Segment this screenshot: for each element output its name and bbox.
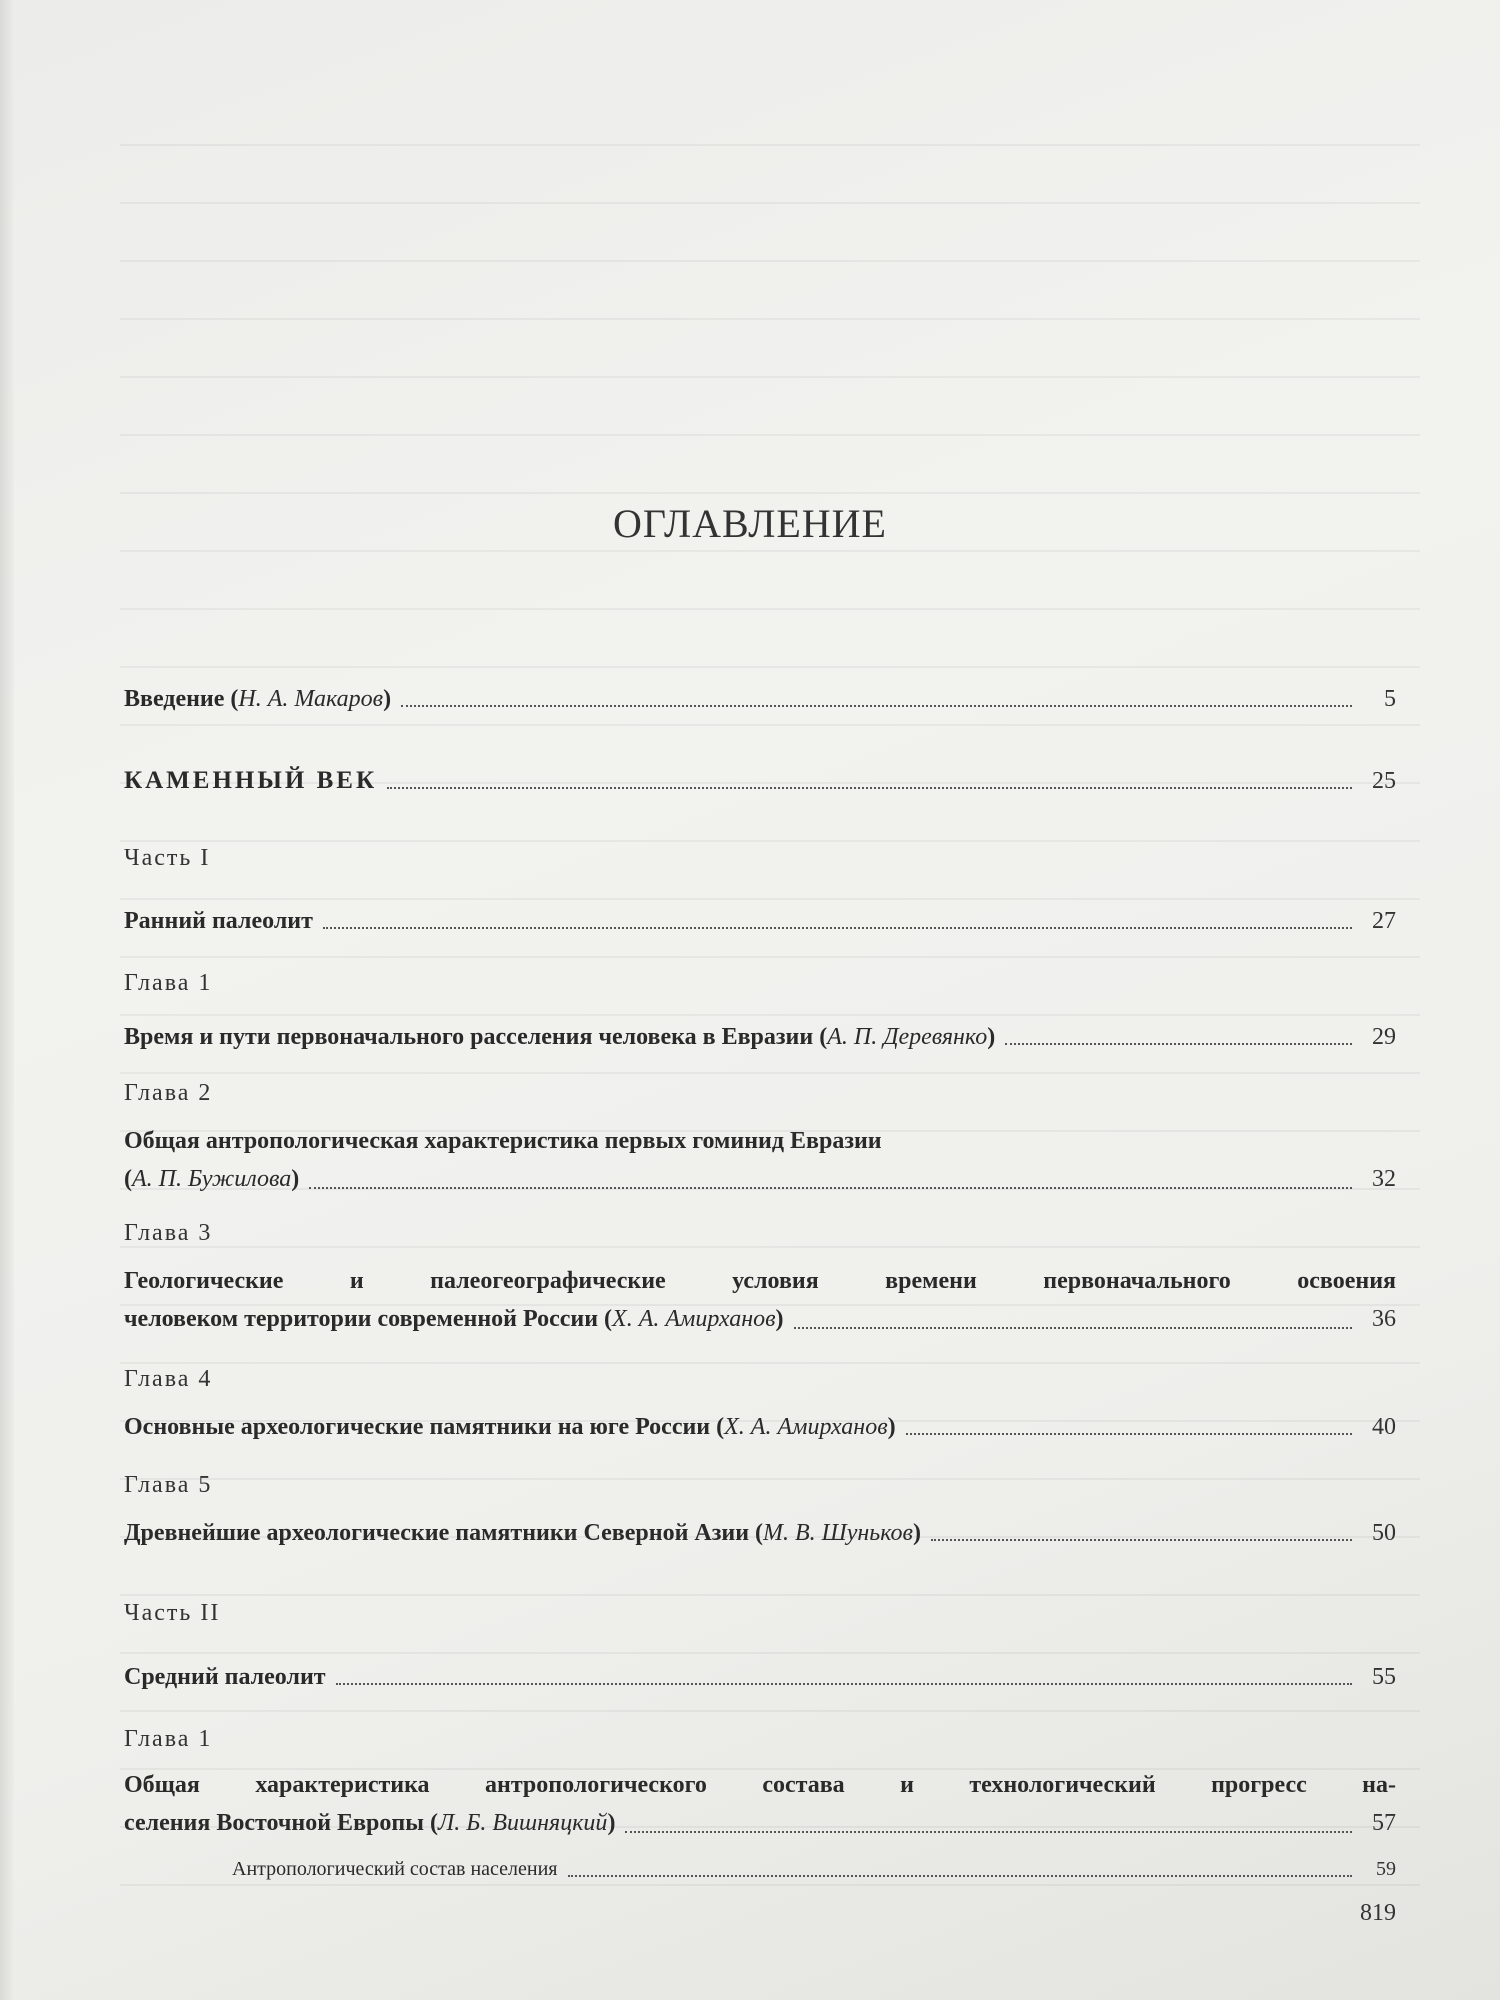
page-number: 59 (1376, 1858, 1396, 1880)
entry-title: Антропологический состав населения (232, 1858, 558, 1880)
toc-entry-stone-age[interactable] (124, 764, 1396, 798)
entry-title: Время и пути первоначального расселения человека в Евразии (124, 1024, 814, 1050)
entry-title: Средний палеолит (124, 1664, 326, 1690)
leader-dots (1005, 1043, 1352, 1045)
entry-title-line1: Общая характеристика антропологического состава и технологический прогресс на- (124, 1772, 1396, 1798)
page-number: 29 (1372, 1024, 1396, 1050)
page-number: 55 (1372, 1664, 1396, 1690)
toc-entry-part1[interactable] (124, 904, 1396, 938)
toc-entry-p1c5[interactable]: Древнейшие археологические памятники Северной Азии (М. В. Шуньков) 50 (124, 1516, 1396, 1550)
entry-title: Ранний палеолит (124, 908, 313, 934)
entry-title: Введение (124, 686, 225, 712)
entry-author: Н. А. Макаров (238, 686, 384, 712)
entry-author: Л. Б. Вишняцкий (437, 1810, 608, 1836)
entry-author: Х. А. Амирханов (724, 1414, 888, 1440)
page-number: 5 (1384, 686, 1396, 712)
toc-entry-p1c1[interactable]: Время и пути первоначального расселения человека в Евразии (А. П. Деревянко) 29 (124, 1020, 1396, 1054)
page-number: 50 (1372, 1520, 1396, 1546)
page-number: 40 (1372, 1414, 1396, 1440)
leader-dots (336, 1683, 1352, 1685)
leader-dots (401, 705, 1352, 707)
leader-dots (387, 787, 1352, 789)
entry-author: А. П. Деревянко (827, 1024, 988, 1050)
chapter-label: Глава 3 (124, 1220, 213, 1246)
page-folio: 819 (1360, 1900, 1396, 1926)
chapter-label: Глава 4 (124, 1366, 213, 1392)
page-number: 57 (1372, 1810, 1396, 1836)
chapter-label: Глава 5 (124, 1472, 213, 1498)
page-number: 32 (1372, 1166, 1396, 1192)
toc-entry-p1c4[interactable]: Основные археологические памятники на юге России (Х. А. Амирханов) 40 (124, 1410, 1396, 1444)
part-label: Часть II (124, 1600, 221, 1626)
toc-title: ОГЛАВЛЕНИЕ (613, 501, 887, 546)
chapter-label: Глава 1 (124, 1726, 213, 1752)
toc-subentry-p2c1s1[interactable] (232, 1852, 1396, 1886)
entry-title: Древнейшие археологические памятники Северной Азии (124, 1520, 750, 1546)
part-label: Часть I (124, 845, 211, 871)
page-edge (0, 0, 14, 2000)
entry-author: Х. А. Амирханов (612, 1306, 776, 1332)
entry-author: М. В. Шуньков (763, 1520, 913, 1546)
leader-dots (906, 1433, 1352, 1435)
section-title: КАМЕННЫЙ ВЕК (124, 767, 378, 794)
entry-author: А. П. Бужилова (132, 1166, 292, 1192)
page-number: 27 (1372, 908, 1396, 934)
leader-dots (309, 1187, 1352, 1189)
page-number: 25 (1372, 768, 1396, 794)
toc-entry-p1c3[interactable]: Геологические и палеогеографические условия времени первоначального освоения человеком территории современной России (Х. А. Амирханов) 36 (124, 1262, 1396, 1338)
leader-dots (794, 1327, 1352, 1329)
leader-dots (568, 1875, 1353, 1877)
chapter-label: Глава 1 (124, 970, 213, 996)
chapter-label: Глава 2 (124, 1080, 213, 1106)
entry-title: Общая антропологическая характеристика первых гоминид Евразии (124, 1128, 882, 1154)
toc-entry-p2c1[interactable]: Общая характеристика антропологического состава и технологический прогресс на- селения Восточной Европы (Л. Б. Вишняцкий) 57 (124, 1766, 1396, 1842)
leader-dots (931, 1539, 1352, 1541)
entry-title: Основные археологические памятники на юге России (124, 1414, 711, 1440)
toc-entry-part2[interactable] (124, 1660, 1396, 1694)
toc-entry-p1c2[interactable]: Общая антропологическая характеристика первых гоминид Евразии (А. П. Бужилова) 32 (124, 1122, 1396, 1198)
page-number: 36 (1372, 1306, 1396, 1332)
toc-entry-intro[interactable]: Введение (Н. А. Макаров) 5 (124, 682, 1396, 716)
leader-dots (323, 927, 1352, 929)
entry-title-line2: селения Восточной Европы (124, 1810, 424, 1836)
entry-title-line1: Геологические и палеогеографические условия времени первоначального освоения (124, 1268, 1396, 1294)
entry-title-line2: человеком территории современной России (124, 1306, 599, 1332)
leader-dots (625, 1831, 1352, 1833)
